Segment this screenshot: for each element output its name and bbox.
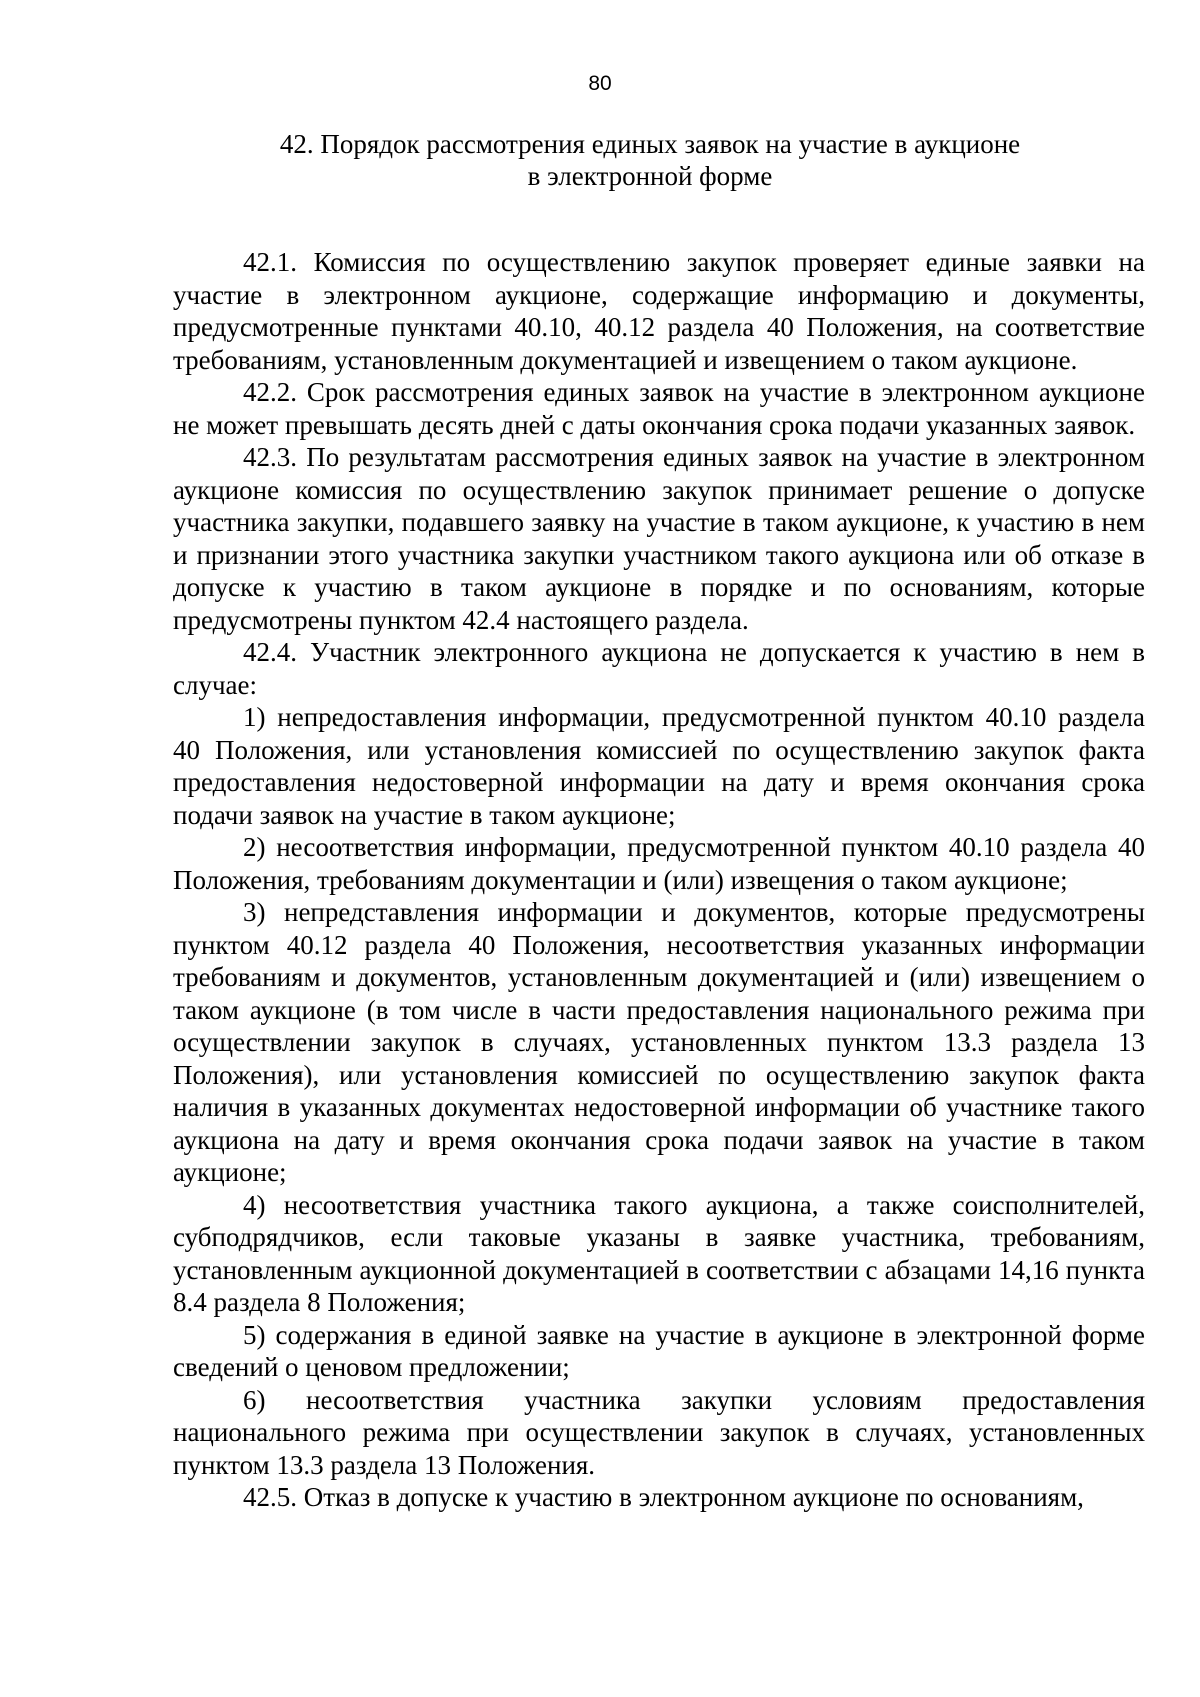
- paragraph-42-4: 42.4. Участник электронного аукциона не допускается к участию в нем в случае:: [173, 637, 1145, 700]
- section-heading-line-2: в электронной форме: [527, 161, 773, 191]
- list-item-2: 2) несоответствия информации, предусмотренной пунктом 40.10 раздела 40 Положения, требованиям документации и (или) извещения о таком аукционе;: [173, 832, 1145, 895]
- page-number: 80: [588, 72, 612, 95]
- list-item-1: 1) непредоставления информации, предусмотренной пунктом 40.10 раздела 40 Положения, или установления комиссией по осуществлению закупок факта предоставления недостоверной информации на дату и время окончания срока подачи заявок на участие в таком аукционе;: [173, 702, 1145, 830]
- list-item-6: 6) несоответствия участника закупки условиям предоставления национального режима при осуществлении закупок в случаях, установленных пунктом 13.3 раздела 13 Положения.: [173, 1384, 1145, 1480]
- list-item-5: 5) содержания в единой заявке на участие в аукционе в электронной форме сведений о ценовом предложении;: [173, 1319, 1145, 1382]
- list-item-4: 4) несоответствия участника такого аукциона, а также соисполнителей, субподрядчиков, если таковые указаны в заявке участника, требованиям, установленным аукционной документацией в соответствии с абзацами 14,16 пункта 8.4 раздела 8 Положения;: [173, 1189, 1145, 1317]
- paragraph-42-2: 42.2. Срок рассмотрения единых заявок на участие в электронном аукционе не может превышать десять дней с даты окончания срока подачи указанных заявок.: [173, 377, 1145, 440]
- paragraph-42-3: 42.3. По результатам рассмотрения единых заявок на участие в электронном аукционе комиссия по осуществлению закупок принимает решение о допуске участника закупки, подавшего заявку на участие в таком аукционе, к участию в нем и признании этого участника закупки участником такого аукциона или об отказе в допуске к участию в таком аукционе в порядке и по основаниям, которые предусмотрены пунктом 42.4 настоящего раздела.: [173, 442, 1145, 635]
- section-heading-line-1: 42. Порядок рассмотрения единых заявок на участие в аукционе: [279, 129, 1021, 159]
- paragraph-42-1: 42.1. Комиссия по осуществлению закупок проверяет единые заявки на участие в электронном аукционе, содержащие информацию и документы, предусмотренные пунктами 40.10, 40.12 раздела 40 Положения, на соответствие требованиям, установленным документацией и извещением о таком аукционе.: [173, 247, 1145, 375]
- paragraph-42-5: 42.5. Отказ в допуске к участию в электронном аукционе по основаниям,: [243, 1482, 1084, 1512]
- section-body: [173, 246, 1145, 1514]
- section-heading: [150, 128, 1150, 192]
- list-item-3: 3) непредставления информации и документов, которые предусмотрены пунктом 40.12 раздела 40 Положения, несоответствия указанных информации требованиям и документов, установленным документацией и (или) извещением о таком аукционе (в том числе в части предоставления национального режима при осуществлении закупок в случаях, установленных пунктом 13.3 раздела 13 Положения), или установления комиссией по осуществлению закупок факта наличия в указанных документах недостоверной информации об участнике такого аукциона на дату и время окончания срока подачи заявок на участие в таком аукционе;: [173, 897, 1145, 1187]
